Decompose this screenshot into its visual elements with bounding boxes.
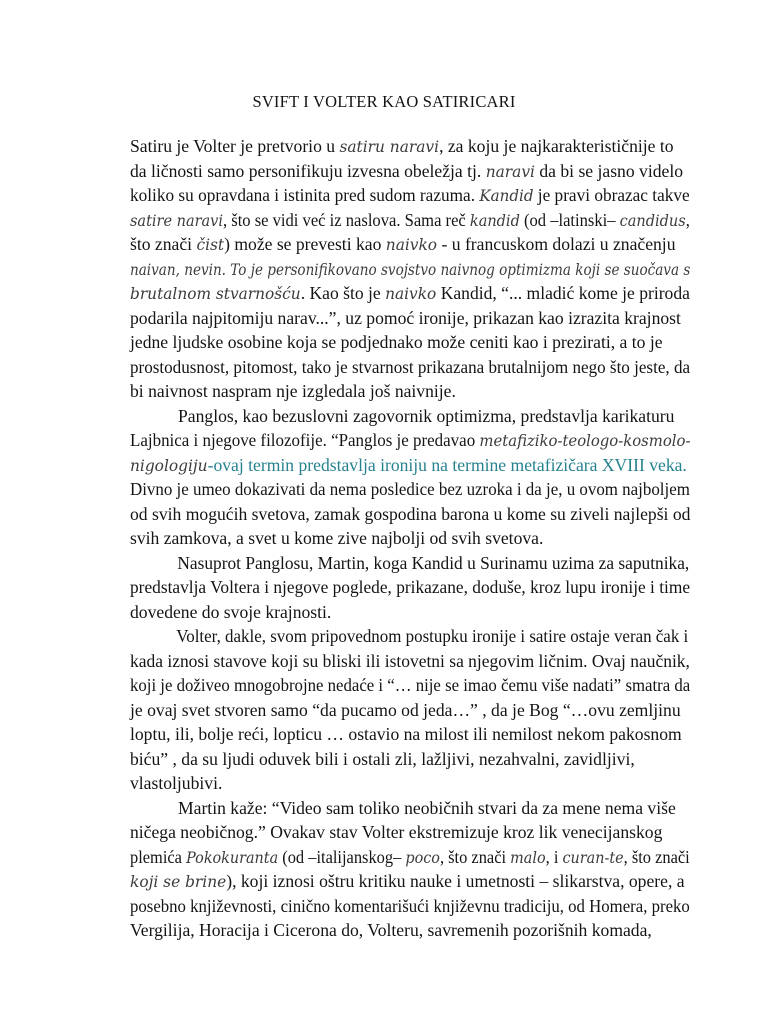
text-run: je ovaj svet stvoren samo “da pucamo od jeda…” , da je Bog “…ovu zemljinu — [130, 699, 681, 720]
text-line — [130, 722, 690, 747]
text-run: (od –italijanskog– — [278, 846, 406, 867]
text-run: Volter, dakle, svom pripovednom postupku ironije i satire ostaje veran čak i — [176, 626, 689, 646]
text-run: je pravi obrazac takve — [533, 185, 690, 205]
highlighted-text: -ovaj termin predstavlja ironiju na termine metafizičara XVIII veka. — [207, 454, 687, 475]
document-title: SVIFT I VOLTER KAO SATIRICARI — [252, 92, 516, 111]
text-line — [130, 330, 690, 355]
text-run: Vergilija, Horacija i Cicerona do, Volteru, savremenih pozorišnih komada, — [130, 920, 652, 940]
text-run: dovedene do svoje krajnosti. — [130, 601, 332, 622]
text-run: da bi se jasno videlo — [534, 160, 684, 181]
text-line — [130, 673, 691, 698]
text-line — [130, 502, 690, 527]
text-run: svih zamkova, a svet u kome zive najbolji od svih svetova. — [130, 528, 544, 548]
text-run: biću” , da su ljudi oduvek bili i ostali zli, lažljivi, nezahvalni, zavidljivi, — [130, 748, 635, 769]
italic-text: satiru naravi — [339, 138, 440, 156]
italic-text: brutalnom stvarnošću — [130, 285, 301, 303]
text-line — [130, 796, 690, 821]
text-run: , što se vidi već iz naslova. Sama reč — [222, 209, 470, 230]
italic-text: Kandid — [479, 187, 534, 205]
text-run: loptu, ili, bolje reći, lopticu … ostavio na milost ili nemilost nekom pakosnom — [130, 724, 682, 744]
text-line — [130, 232, 690, 257]
text-run: koji je doživeo mnogobrojne nedaće i “… nije se imao čemu više nadati” smatra da — [130, 675, 691, 695]
italic-text: koji se brine — [130, 873, 227, 891]
text-line — [130, 379, 690, 404]
text-line — [130, 845, 690, 870]
italic-text: Pokokuranta — [186, 848, 279, 867]
text-line — [130, 869, 690, 894]
italic-text: naivko — [385, 285, 437, 303]
text-line — [130, 257, 691, 282]
text-line — [130, 355, 691, 380]
italic-text: malo — [510, 848, 546, 867]
text-run: jedne ljudske osobine koja se podjednako može ceniti kao i prezirati, a to je — [130, 332, 663, 352]
text-run: . Kao što je — [300, 283, 386, 303]
text-line — [130, 575, 691, 600]
text-run: koliko su opravdana i istinita pred sudom razuma. — [130, 185, 480, 205]
text-line — [130, 208, 690, 233]
italic-text: nigologiju — [130, 456, 208, 475]
text-run: Kandid, “... mladić kome je priroda — [436, 283, 690, 303]
text-line — [130, 747, 690, 772]
text-run: , što znači — [439, 846, 511, 867]
text-run: - u francuskom dolazi u značenju — [437, 234, 676, 254]
text-line — [130, 894, 690, 919]
text-run: , što znači — [623, 846, 690, 867]
text-line — [130, 624, 689, 649]
italic-text: metafiziko-teologo-kosmolo- — [479, 432, 691, 450]
italic-text: candidus — [619, 211, 686, 230]
text-line — [130, 183, 690, 208]
italic-text: naivko — [385, 236, 438, 254]
text-run: Satiru je Volter je pretvorio u — [130, 136, 340, 156]
text-run: ), koji iznosi oštru kritiku nauke i umetnosti – slikarstva, opere, a — [226, 871, 685, 891]
italic-text: curan-te — [562, 848, 624, 867]
italic-text: satire naravi — [130, 211, 223, 230]
document-body — [130, 134, 690, 943]
text-run: ) može se prevesti kao — [224, 234, 386, 254]
text-run: bi naivnost naspram nje izgledala još naivnije. — [130, 381, 456, 401]
text-run: Lajbnica i njegove filozofije. “Panglos je predavao — [130, 430, 480, 450]
text-line — [130, 698, 690, 723]
italic-text: naivan, nevin. To je personifikovano svojstvo naivnog optimizma koji se suočava s — [130, 260, 691, 279]
text-run: posebno književnosti, cinično komentarišući književnu tradiciju, od Homera, preko — [130, 895, 690, 916]
text-line — [130, 820, 690, 845]
text-line — [130, 477, 690, 502]
text-run: , — [685, 209, 690, 230]
text-run: plemića — [130, 846, 187, 867]
text-line — [130, 404, 690, 429]
text-run: kada iznosi stavove koji su bliski ili istovetni sa njegovim ličnim. Ovaj naučnik, — [130, 650, 690, 671]
text-line — [130, 600, 690, 625]
text-run: Martin kaže: “Video sam toliko neobičnih stvari da za mene nema više — [178, 797, 676, 818]
text-line — [130, 551, 690, 576]
text-line — [130, 281, 689, 306]
text-run: od svih mogućih svetova, zamak gospodina barona u kome su ziveli najlepši od — [130, 503, 691, 524]
italic-text: poco — [405, 848, 440, 867]
text-line — [130, 918, 690, 943]
text-run: što znači — [130, 234, 197, 254]
italic-text: naravi — [485, 162, 535, 181]
text-run: vlastoljubivi. — [130, 773, 223, 793]
text-line — [130, 649, 690, 674]
text-line — [130, 771, 690, 796]
text-line — [130, 526, 690, 551]
text-run: Nasuprot Panglosu, Martin, koga Kandid u Surinamu uzima za saputnika, — [177, 552, 690, 573]
text-line — [130, 159, 690, 184]
text-line — [130, 453, 690, 478]
text-run: Divno je umeo dokazivati da nema posledice bez uzroka i da je, u ovom najboljem — [130, 479, 690, 499]
text-line — [130, 134, 690, 159]
text-line — [130, 306, 690, 331]
text-line — [130, 428, 691, 453]
text-run: Panglos, kao bezuslovni zagovornik optimizma, predstavlja karikaturu — [178, 405, 675, 426]
italic-text: čist — [196, 236, 225, 254]
text-run: ničega neobičnog.” Ovakav stav Volter ekstremizuje kroz lik venecijanskog — [130, 822, 663, 842]
italic-text: kandid — [469, 211, 520, 230]
text-run: da ličnosti samo personifikuju izvesna obeležja tj. — [130, 160, 486, 181]
text-run: , i — [545, 846, 563, 867]
text-run: prostodusnost, pitomost, tako je stvarnost prikazana brutalnijom nego što jeste, da — [130, 356, 691, 377]
text-run: (od –latinski– — [519, 209, 620, 230]
text-run: , za koju je najkarakterističnije to — [439, 136, 674, 156]
text-run: podarila najpitomiju narav...”, uz pomoć ironije, prikazan kao izrazita krajnost — [130, 307, 681, 328]
text-run: predstavlja Voltera i njegove poglede, prikazane, doduše, kroz lupu ironije i time — [130, 577, 691, 597]
